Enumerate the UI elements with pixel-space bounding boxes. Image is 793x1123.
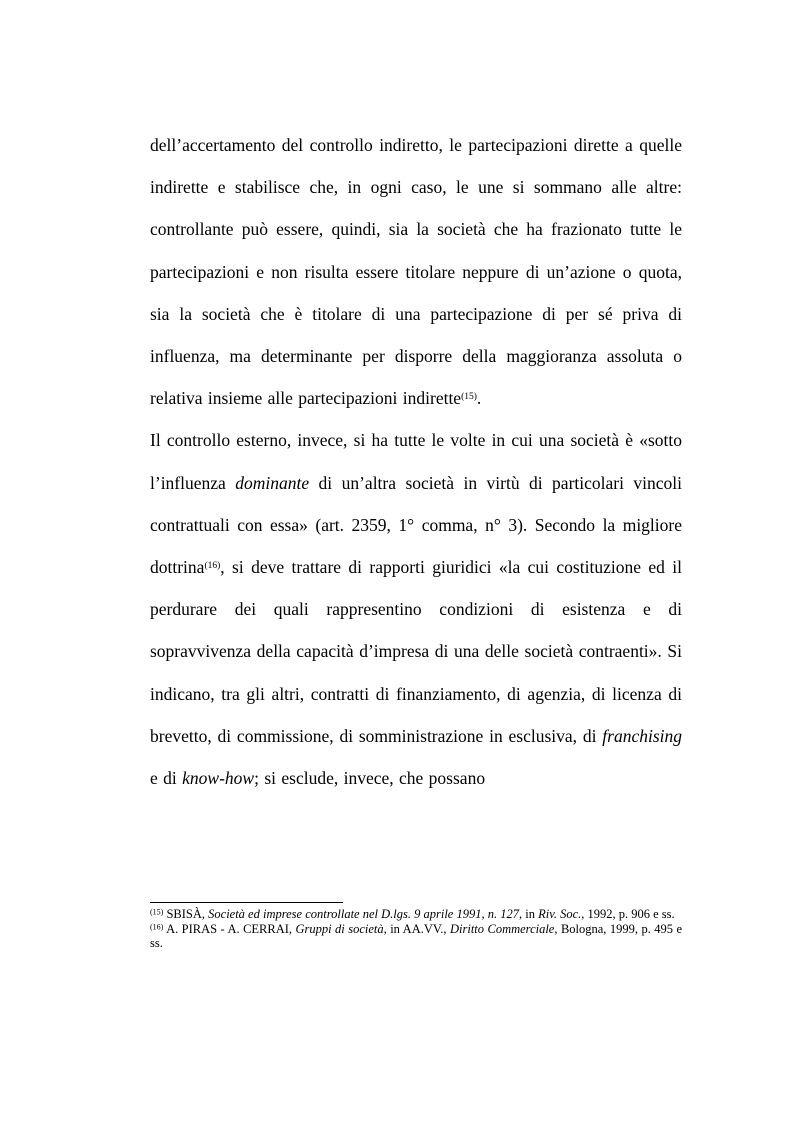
footnote-author: SBISÀ,	[163, 907, 209, 921]
footnote-16	[150, 922, 682, 951]
paragraph-2-part-d: , si deve trattare di rapporti giuridici «la cui costituzione ed il perdurare dei quali rappresentino condizioni di esistenza e di sopravvivenza della capacità d’impresa di una delle società contraenti». Si indicano, tra gli altri, contratti di finanziamento, di agenzia, di licenza di brevetto, di commissione, di somministrazione in esclusiva, di	[150, 557, 682, 746]
paragraph-2-italic-franchising: franchising	[602, 725, 682, 746]
footnote-number: (15)	[150, 907, 164, 917]
paragraph-1-end: .	[476, 388, 482, 409]
paragraph-2-italic-know-how: know-how	[182, 768, 255, 789]
footnote-15	[150, 907, 682, 922]
paragraph-2-part-a: Il controllo esterno, invece, si ha tutte le volte in cui una società è «sotto l’influenza	[150, 430, 682, 493]
paragraph-2-part-c: di un’altra società in virtù di particolari vincoli contrattuali con essa» (art. 2359, 1° comma, n° 3). Secondo la migliore dottrina	[150, 472, 682, 578]
footnote-journal: Riv. Soc.	[538, 907, 582, 921]
footnote-author: A. PIRAS - A. CERRAI,	[163, 921, 296, 936]
footnote-number: (16)	[150, 922, 164, 931]
paragraph-2-italic-dominante: dominante	[235, 472, 310, 493]
footnotes	[150, 907, 682, 951]
footnote-details: , 1992, p. 906 e ss.	[581, 907, 675, 921]
body-text	[150, 124, 682, 799]
paragraph-2-part-h: ; si esclude, invece, che possano	[254, 768, 486, 789]
paragraph-1-text: dell’accertamento del controllo indiretto, le partecipazioni dirette a quelle indirette e stabilisce che, in ogni caso, le une si sommano alle altre: controllante può essere, quindi, sia la società che ha frazionato tutte le partecipazioni e non risulta essere titolare neppure di un’azione o quota, sia la società che è titolare di una partecipazione di per sé priva di influenza, ma determinante per disporre della maggioranza assoluta o relativa insieme alle partecipazioni indirette	[150, 135, 682, 409]
footnote-ref-16[interactable]: (16)	[204, 560, 221, 571]
paragraph-2-part-f: e di	[150, 768, 183, 789]
paragraph-1	[150, 124, 682, 419]
footnote-journal: Diritto Commerciale	[450, 921, 555, 936]
footnote-title: Società ed imprese controllate nel D.lgs. 9 aprile 1991, n. 127	[208, 907, 519, 921]
footnote-connector: , in AA.VV.,	[383, 921, 450, 936]
footnote-connector: , in	[518, 907, 539, 921]
footnote-ref-15[interactable]: (15)	[461, 392, 477, 402]
footnote-separator	[150, 902, 343, 903]
paragraph-2	[150, 419, 682, 799]
footnote-details: , Bologna, 1999, p. 495 e ss.	[150, 921, 683, 951]
footnote-title: Gruppi di società	[295, 921, 384, 936]
